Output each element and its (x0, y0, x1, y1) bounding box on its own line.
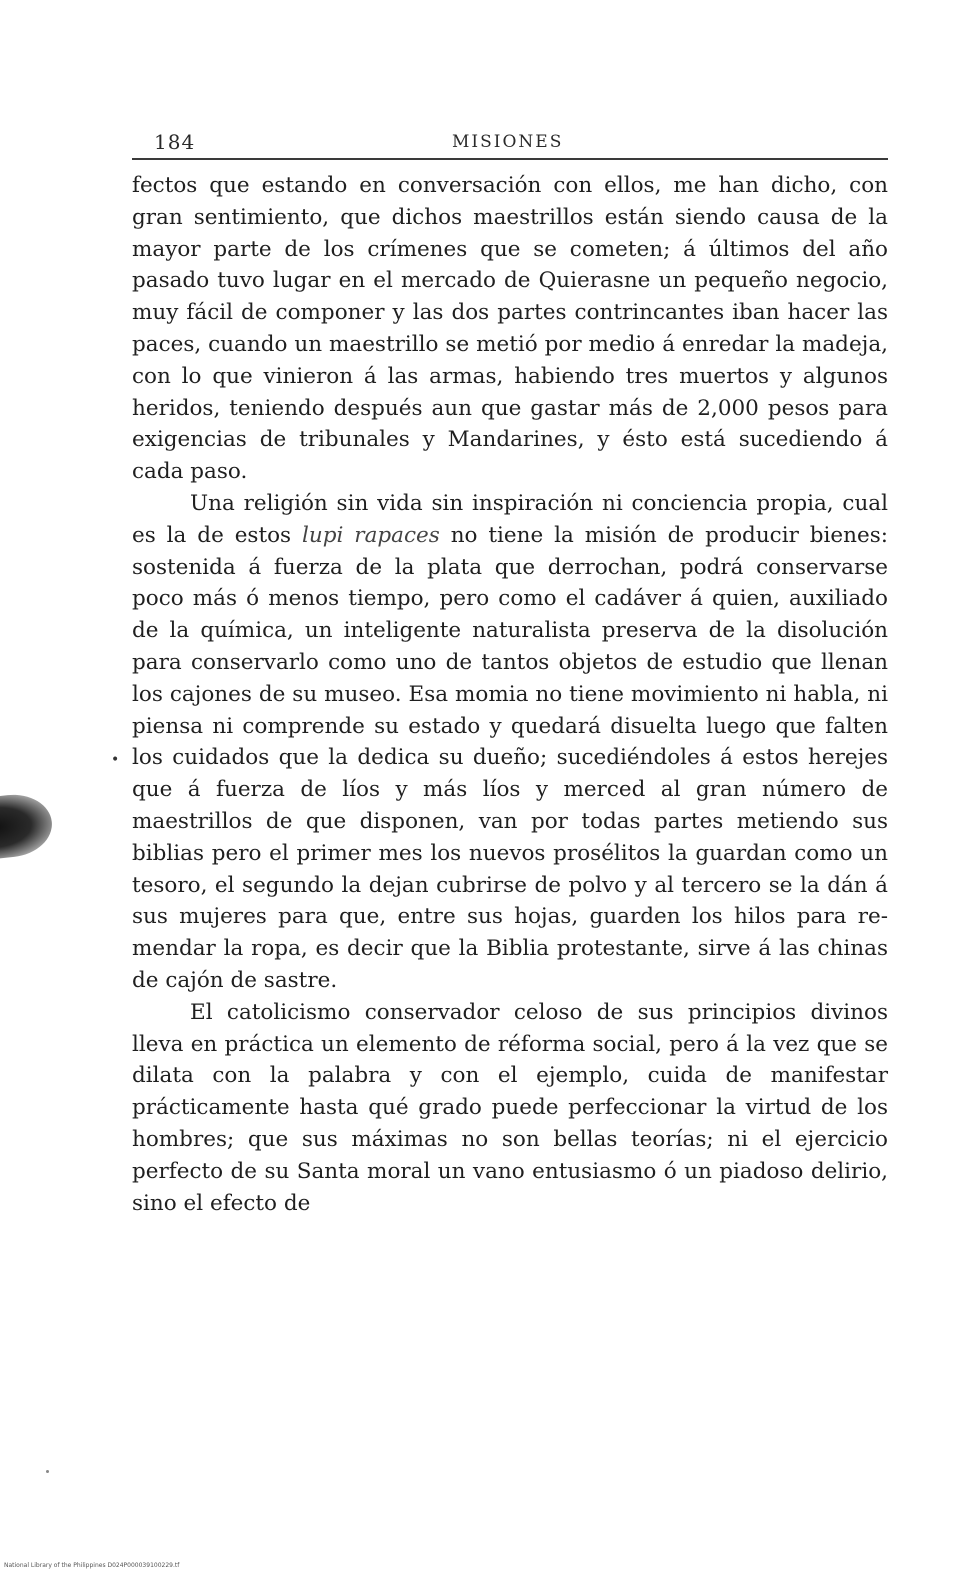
running-title: MISIONES (452, 132, 564, 152)
paragraph-2 (132, 488, 888, 997)
text-run: no tiene la misión de producir bienes: sostenida á fuerza de la plata que derrochan, podrá conservarse poco más ó menos tiempo, pero como el cadáver á quien, auxiliado de la química, un inteligente naturalista preserva de la disolución para conservarlo como uno de tantos objetos de estudio que llenan los cajones de su museo. Esa momia no tiene movimiento ni habla, ni piensa ni comprende su estado y quedará disuelta luego que falten los cuidados que la dedica su dueño; sucediéndoles á estos herejes que á fuerza de líos y más líos y merced al gran número de maestrillos de que disponen, van por todas partes metiendo sus biblias pero el primer mes los nuevos prosélitos la guardan como un tesoro, el segundo la dejan cubrirse de polvo y al tercero se la dán á sus mujeres para que, entre sus hojas, guarden los hilos para remendar la ropa, es decir que la Biblia protestante, sirve á las chinas de cajón de sastre. (132, 522, 888, 993)
margin-mark: • (111, 752, 120, 768)
page-header (132, 128, 888, 160)
page-number: 184 (154, 130, 196, 154)
scanner-thumb-shadow (0, 791, 55, 861)
italic-phrase: lupi rapaces (302, 522, 440, 548)
paper-speck (46, 1470, 49, 1473)
body-text (132, 170, 888, 1219)
paragraph-3 (132, 997, 888, 1220)
scan-credit: National Library of the Philippines D024P000039100229.tf (4, 1562, 180, 1569)
text-run: fectos que estando en conversación con ellos, me han dicho, con gran sentimiento, que dichos maestrillos están siendo causa de la mayor parte de los crímenes que se cometen; á últimos del año pasado tuvo lugar en el mercado de Quierasne un pequeño negocio, muy fácil de componer y las dos partes contrincantes iban hacer las paces, cuando un maestrillo se metió por medio á enredar la madeja, con lo que vinieron á las armas, habiendo tres muertos y algunos heridos, teniendo después aun que gastar más de 2,000 pesos para exigencias de tribunales y Mandarines, y ésto está sucediendo á cada paso. (132, 173, 888, 485)
text-run: El catolicismo conservador celoso de sus principios divinos lleva en práctica un elemento de réforma social, pero á la vez que se dilata con la palabra y con el ejemplo, cuida de manifestar prácticamente hasta qué grado puede perfeccionar la virtud de los hombres; que sus máximas no son bellas teorías; ni el ejercicio perfecto de su Santa moral un vano entusiasmo ó un piadoso delirio, sino el efecto de (132, 999, 888, 1216)
text-run: Una religión sin vida sin inspiración ni conciencia propia, cual es la de estos (132, 490, 888, 548)
paragraph-1 (132, 170, 888, 488)
